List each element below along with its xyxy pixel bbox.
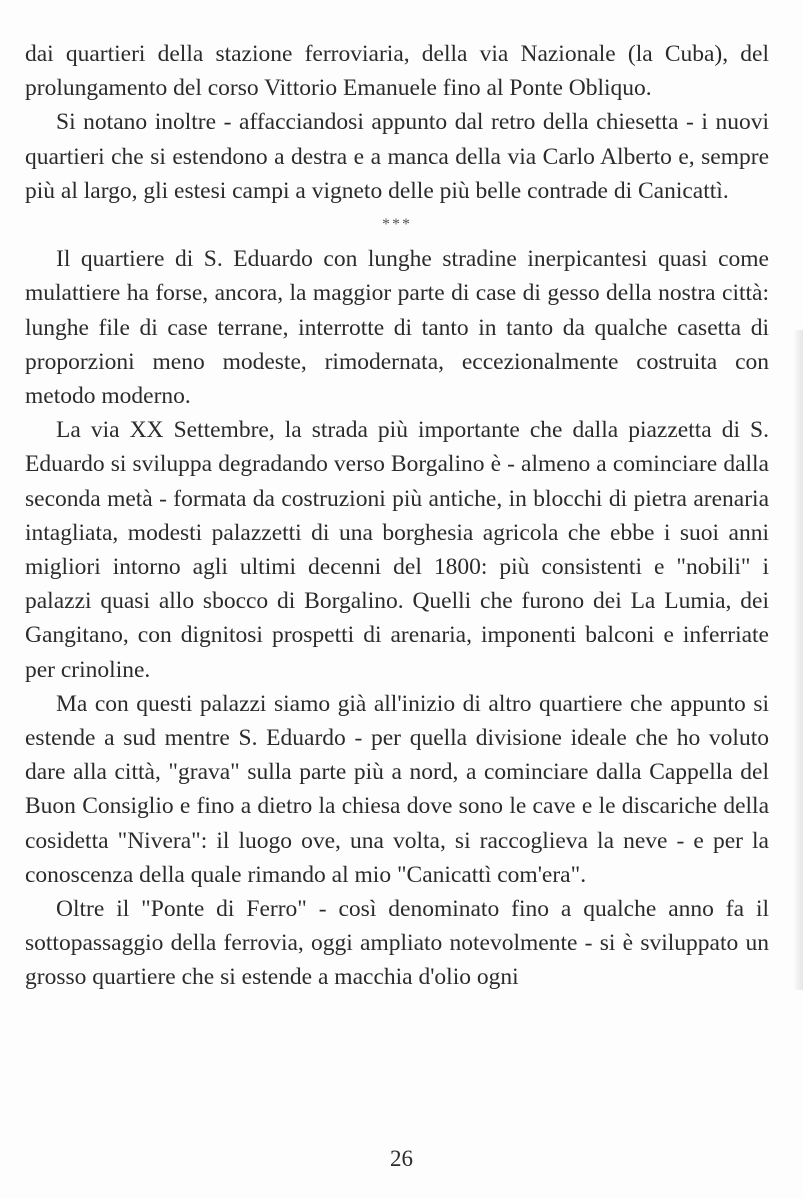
paragraph-ponte-di-ferro: Oltre il "Ponte di Ferro" - così denominato fino a qualche anno fa il sottopassaggio della ferrovia, oggi ampliato notevolmente - si è sviluppato un grosso quartiere che si estende a macchia d'olio ogni [25, 896, 769, 991]
body-text [25, 37, 769, 995]
paragraph-s-eduardo: Il quartiere di S. Eduardo con lunghe stradine inerpicantesi quasi come mulattiere ha forse, ancora, la maggior parte di case di gesso della nostra città: lunghe file di case terrane, interrotte di tanto in tanto da qualche casetta di proporzioni meno modeste, rimodernata, eccezionalmente costruita con metodo moderno. [25, 246, 769, 410]
scan-shadow [793, 330, 803, 990]
page-number: 26 [390, 1146, 413, 1171]
paragraph-palazzi: Ma con questi palazzi siamo già all'inizio di altro quartiere che appunto si estende a sud mentre S. Eduardo - per quella divisione ideale che ho voluto dare alla città, "grava" sulla parte più a nord, a cominciare dalla Cappella del Buon Consiglio e fino a dietro la chiesa dove sono le cave e le discariche della cosidetta "Nivera": il luogo ove, una volta, si raccoglieva la neve - e per la conoscenza della quale rimando al mio "Canicattì com'era". [25, 690, 769, 888]
paragraph-continuation: dai quartieri della stazione ferroviaria, della via Nazionale (la Cuba), del prolungamento del corso Vittorio Emanuele fino al Ponte Obliquo. [25, 41, 769, 102]
section-separator: *** [382, 216, 412, 234]
paragraph-view-from-church: Si notano inoltre - affacciandosi appunto dal retro della chiesetta - i nuovi quartieri che si estendono a destra e a manca della via Carlo Alberto e, sempre più al largo, gli estesi campi a vigneto delle più belle contrade di Canicattì. [25, 109, 769, 204]
paragraph-via-xx-settembre: La via XX Settembre, la strada più importante che dalla piazzetta di S. Eduardo si sviluppa degradando verso Borgalino è - almeno a cominciare dalla seconda metà - formata da costruzioni più antiche, in blocchi di pietra arenaria intagliata, modesti palazzetti di una borghesia agricola che ebbe i suoi anni migliori intorno agli ultimi decenni del 1800: più consistenti e "nobili" i palazzi quasi allo sbocco di Borgalino. Quelli che furono dei La Lumia, dei Gangitano, con dignitosi prospetti di arenaria, imponenti balconi e inferriate per crinoline. [25, 417, 769, 683]
